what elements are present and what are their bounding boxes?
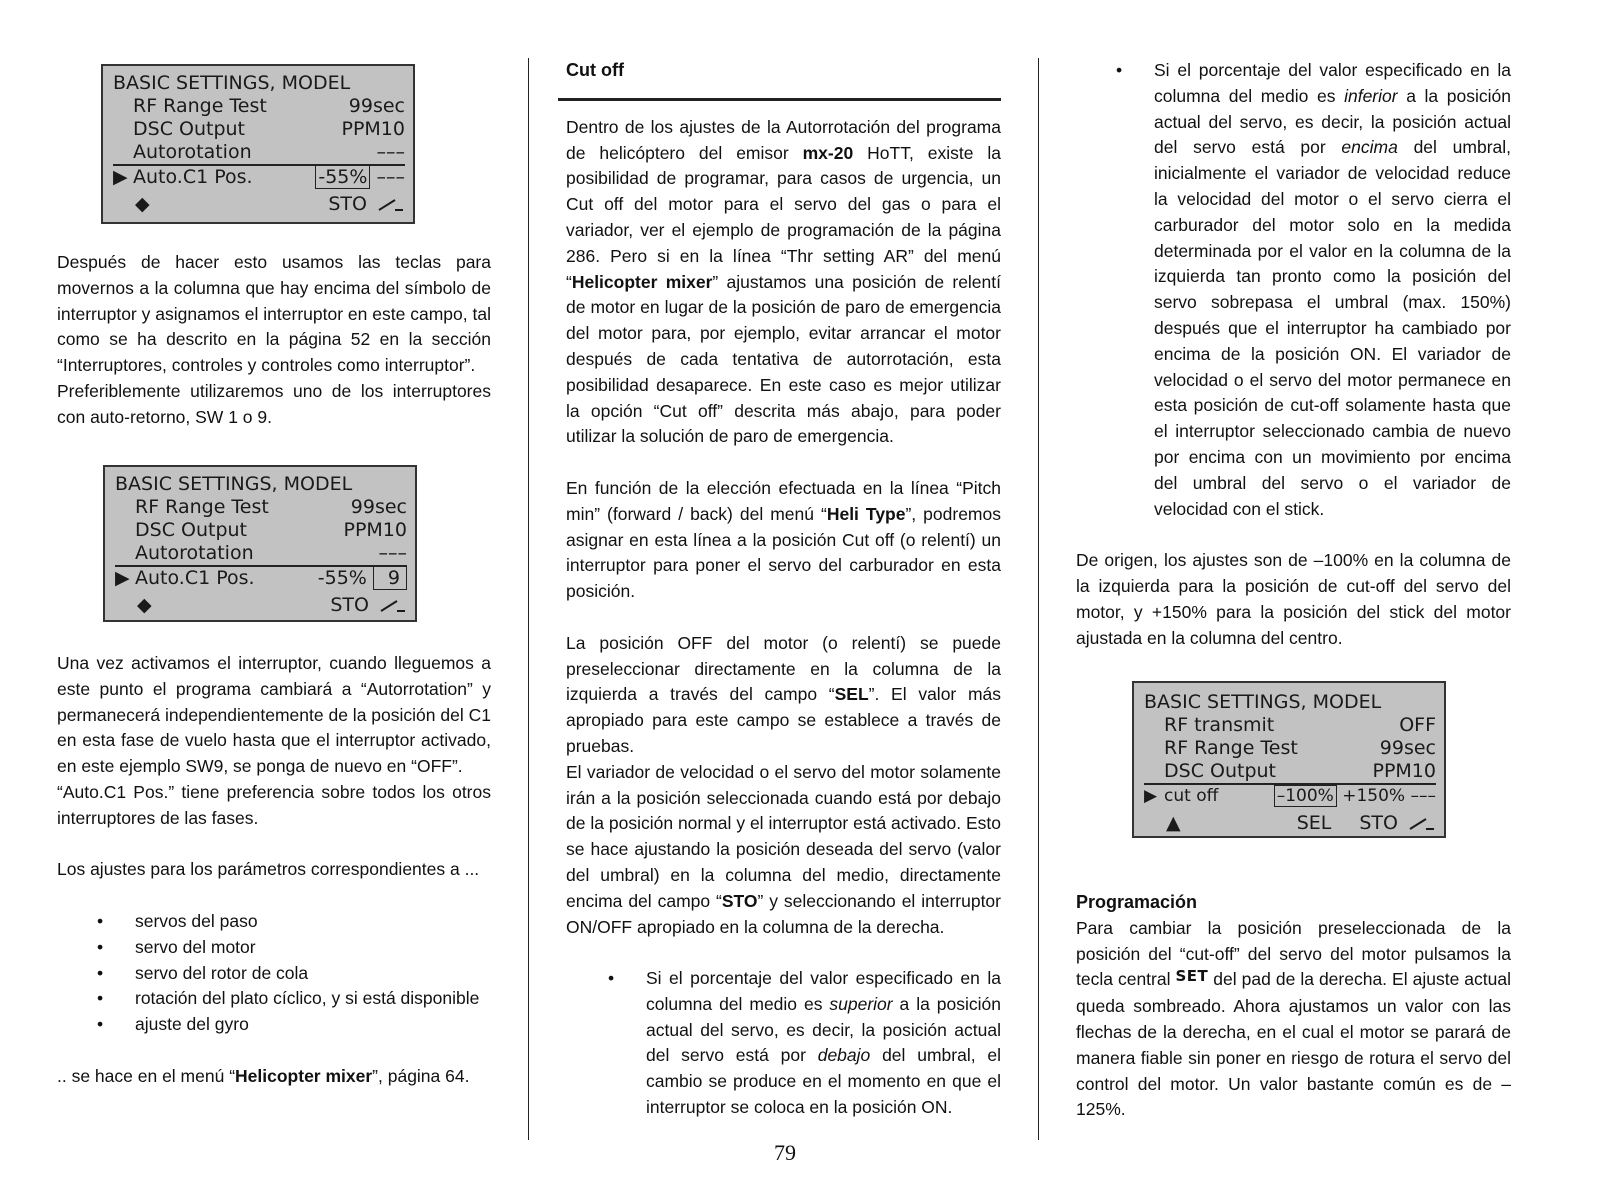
list-item: • servo del rotor de cola <box>57 961 491 987</box>
switch-symbol-icon <box>379 597 407 611</box>
column-left-lower <box>57 651 491 1090</box>
list-item: • servos del paso <box>57 909 491 935</box>
list-item: • servo del motor <box>57 935 491 961</box>
bullet-list <box>1076 58 1511 522</box>
column-left <box>57 250 491 431</box>
list-item: • rotación del plato cíclico, y si está disponible <box>57 986 491 1012</box>
paragraph: Después de hacer esto usamos las teclas para movernos a la columna que hay encima del símbolo de interruptor y asignamos el interruptor en este campo, tal como se ha descrito en la página 52 en la sección “Interruptores, controles y controles como interruptor”. <box>57 252 491 376</box>
lcd-selected-row: ▶ Auto.C1 Pos. -55% 9 <box>115 565 407 590</box>
bullet-list <box>57 909 491 1038</box>
switch-symbol-icon <box>377 196 405 210</box>
updown-arrows-icon: ◆ <box>135 193 150 215</box>
paragraph: Una vez activamos el interruptor, cuando lleguemos a este punto el programa cambiará a “Autorrotation” y permanecerá independientemente de la posición del C1 en esta fase de vuelo hasta que el interruptor activado, en este ejemplo SW9, se ponga de nuevo en “OFF”. <box>57 653 491 777</box>
paragraph: Dentro de los ajustes de la Autorrotación del programa de helicóptero del emisor mx-20 HoTT, existe la posibilidad de programar, para casos de urgencia, un Cut off del motor para el servo del gas o para el variador, ver el ejemplo de programación de la página 286. Pero si en la línea “Thr setting AR” del menú “Helicopter mixer” ajustamos una posición de relentí de motor en lugar de la posición de paro de emergencia del motor para, por ejemplo, evitar arrancar el motor después de cada tentativa de autorrotación, esta posibilidad desaparece. En este caso es mejor utilizar la opción “Cut off” descrita más abajo, para poder utilizar la solución de paro de emergencia. <box>566 116 1001 447</box>
column-right-lower <box>1076 890 1511 1123</box>
lcd-selected-row: ▶ cut off –100% +150% ––– <box>1144 783 1436 808</box>
paragraph: Preferiblemente utilizaremos uno de los interruptores con auto-retorno, SW 1 o 9. <box>57 380 491 427</box>
section-heading-programacion: Programación <box>1076 892 1198 912</box>
up-arrow-icon: ▲ <box>1166 812 1181 834</box>
list-item: • ajuste del gyro <box>57 1012 491 1038</box>
selection-arrow-icon: ▶ <box>1144 786 1158 806</box>
list-item: • Si el porcentaje del valor especificado en la columna del medio es inferior a la posición actual del servo, es decir, la posición actual del servo está por encima del umbral, inicialmente el variador de velocidad reduce la velocidad del motor o el servo cierra el carburador del motor solo en la medida determinada por el valor en la columna de la izquierda tan pronto como la posición del servo sobrepasa el umbral (max. 150%) después que el interruptor ha cambiado por encima de la posición ON. El variador de velocidad o el servo del motor permanece en esta posición de cut-off solamente hasta que el interruptor seleccionado cambia de nuevo por encima con un movimiento por encima del umbral del servo o el variador de velocidad con el stick. <box>1076 58 1511 522</box>
column-middle <box>566 58 1001 1121</box>
paragraph: En función de la elección efectuada en la línea “Pitch min” (forward / back) del menú “Heli Type”, podremos asignar en esta línea a la posición Cut off (o relentí) un interruptor para poner el servo del carburador en esta posición. <box>566 477 1001 602</box>
lcd-selected-row: ▶ Auto.C1 Pos. -55% ––– <box>113 166 405 188</box>
paragraph: Los ajustes para los parámetros correspondientes a ... <box>57 859 480 880</box>
bullet-list <box>566 966 1001 1121</box>
list-item: • Si el porcentaje del valor especificado en la columna del medio es superior a la posición actual del servo, es decir, la posición actual del servo está por debajo del umbral, el cambio se produce en el momento en que el interruptor se coloca en la posición ON. <box>566 966 1001 1121</box>
lcd-title: BASIC SETTINGS, MODEL <box>113 72 351 94</box>
paragraph: De origen, los ajustes son de –100% en la columna de la izquierda para la posición de cut-off del servo del motor, y +150% para la posición del stick del motor ajustada en la columna del centro. <box>1076 550 1511 648</box>
lcd-screen-3: BASIC SETTINGS, MODEL RF transmit OFF RF Range Test 99sec DSC Output PPM10 ▶ cut off –100% +150% ––– ▲ SEL STO <box>1132 681 1446 838</box>
lcd-title: BASIC SETTINGS, MODEL <box>115 473 353 495</box>
switch-symbol-icon <box>1408 815 1436 829</box>
column-divider <box>528 58 529 1140</box>
lcd-screen-1: BASIC SETTINGS, MODEL RF Range Test 99sec DSC Output PPM10 Autorotation ––– ▶ Auto.C1 Pos. -55% ––– ◆ STO <box>101 64 415 224</box>
paragraph: Para cambiar la posición preseleccionada de la posición del “cut-off” del servo del motor pulsamos la tecla central SET del pad de la derecha. El ajuste actual queda sombreado. Ahora ajustamos un valor con las flechas de la derecha, en el cual el motor se parará de manera fiable sin poner en riesgo de rotura el servo del control del motor. Un valor bastante común es de –125%. <box>1076 917 1512 1120</box>
paragraph: La posición OFF del motor (o relentí) se puede preseleccionar directamente en la columna de la izquierda a través del campo “SEL”. El valor más apropiado para este campo se establece a través de pruebas. <box>566 632 1002 756</box>
column-divider <box>1038 58 1039 1140</box>
set-key-icon: SET <box>1175 967 1209 986</box>
section-heading-cut-off: Cut off <box>566 60 624 80</box>
column-right <box>1076 58 1511 651</box>
paragraph: “Auto.C1 Pos.” tiene preferencia sobre todos los otros interruptores de las fases. <box>57 781 491 828</box>
selection-arrow-icon: ▶ <box>115 567 130 589</box>
paragraph: .. se hace en el menú “Helicopter mixer”, página 64. <box>57 1065 470 1086</box>
lcd-screen-2: BASIC SETTINGS, MODEL RF Range Test 99sec DSC Output PPM10 Autorotation ––– ▶ Auto.C1 Pos. -55% 9 ◆ STO <box>103 465 417 622</box>
heading-rule <box>558 98 1001 101</box>
page-number: 79 <box>774 1140 796 1165</box>
selection-arrow-icon: ▶ <box>113 166 128 188</box>
updown-arrows-icon: ◆ <box>137 594 152 616</box>
paragraph: El variador de velocidad o el servo del motor solamente irán a la posición seleccionada cuando está por debajo de la posición normal y el interruptor está activado. Esto se hace ajustando la posición deseada del servo (valor del umbral) en la columna del medio, directamente encima del campo “STO” y seleccionando el interruptor ON/OFF apropiado en la columna de la derecha. <box>566 761 1001 937</box>
lcd-title: BASIC SETTINGS, MODEL <box>1144 691 1382 713</box>
